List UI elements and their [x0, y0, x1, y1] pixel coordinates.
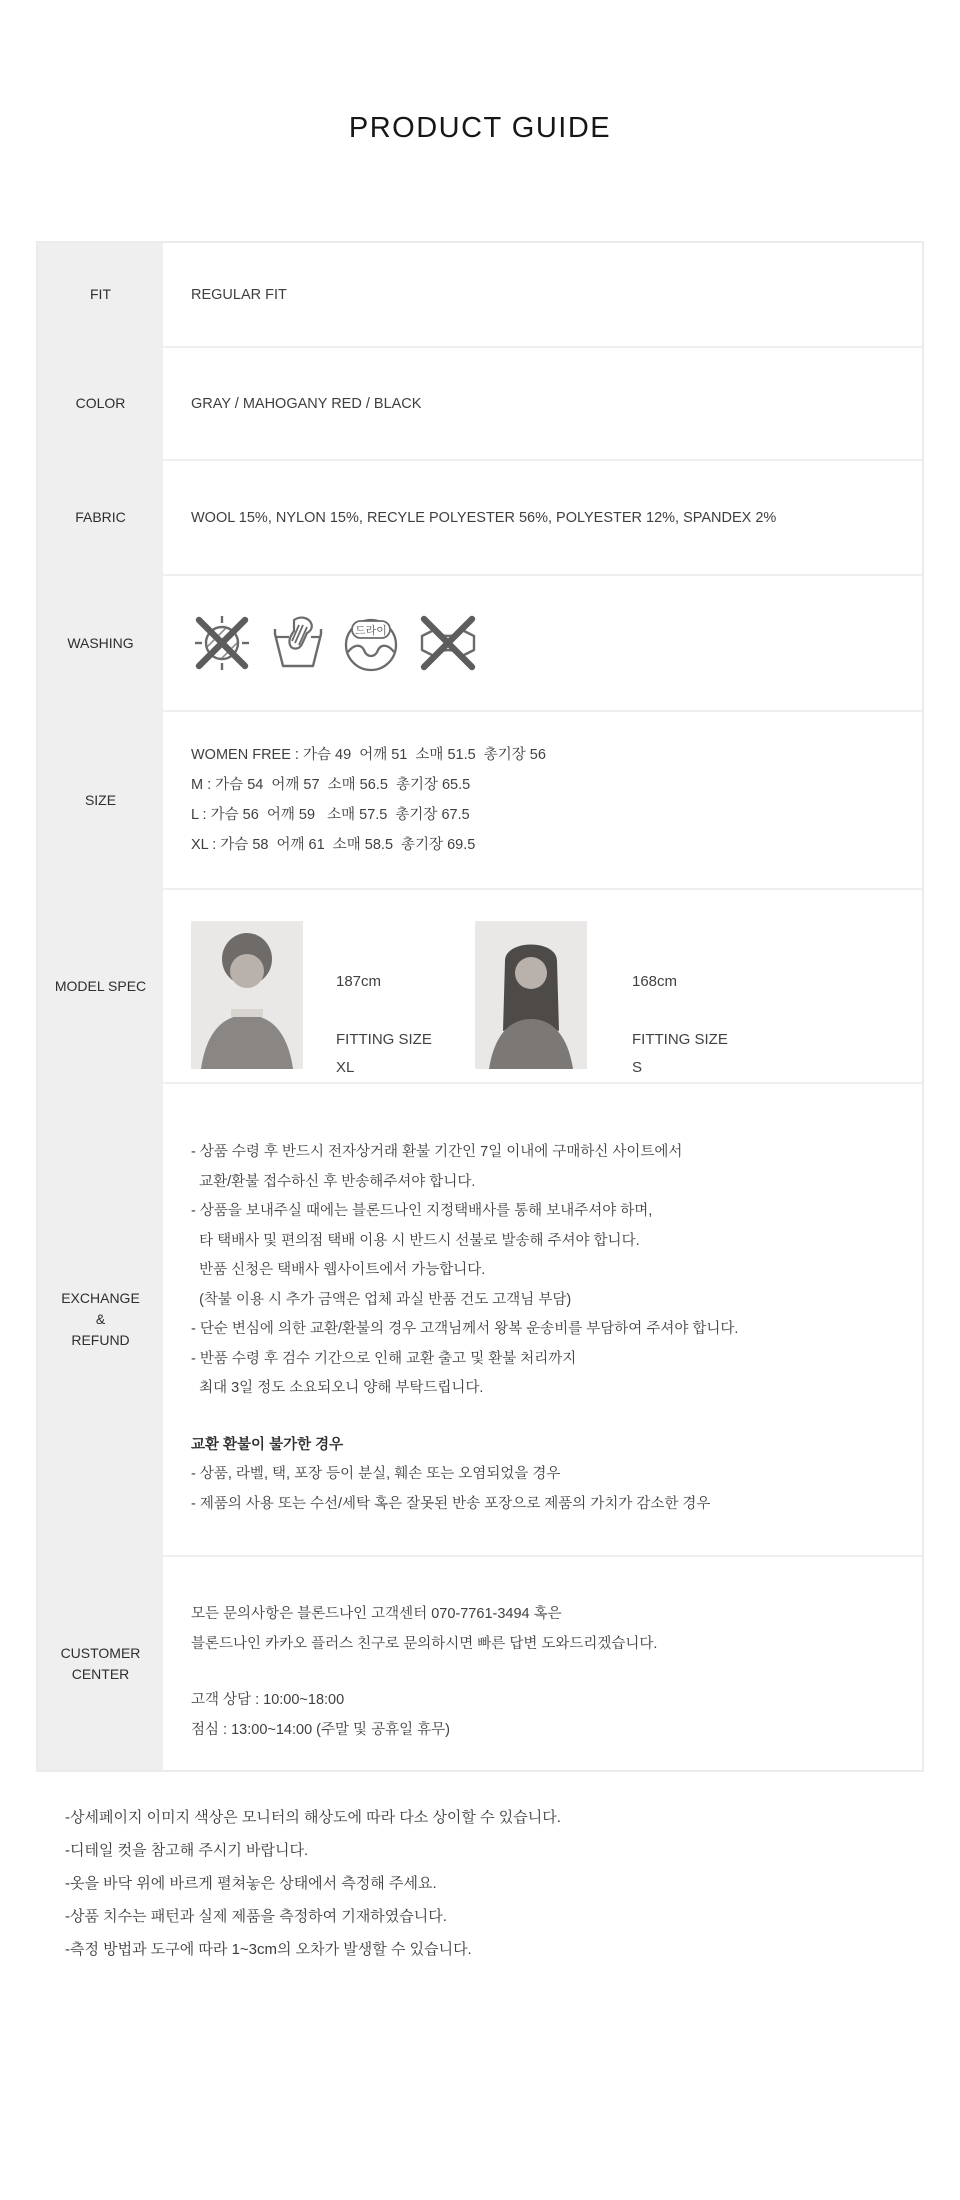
table-row-washing — [38, 576, 922, 712]
policy-line: 반품 신청은 택배사 웹사이트에서 가능합니다. — [191, 1262, 486, 1278]
model-spec-male — [336, 921, 475, 1082]
model-height: 168cm — [632, 973, 678, 990]
no-sun-dry-icon — [191, 609, 253, 677]
no-exchange-title: 교환 환불이 불가한 경우 — [191, 1436, 344, 1453]
row-label-washing: WASHING — [38, 576, 165, 710]
footer-note: -디테일 컷을 참고해 주시기 바랍니다. — [65, 1842, 309, 1859]
fitting-size-label: FITTING SIZE — [632, 1031, 728, 1048]
table-row-size — [38, 712, 922, 890]
dry-clean-icon — [341, 612, 401, 674]
policy-line: - 단순 변심에 의한 교환/환불의 경우 고객님께서 왕복 운송비를 부담하여 주셔야 합니다. — [191, 1321, 739, 1337]
no-exchange-line: - 상품, 라벨, 택, 포장 등이 분실, 훼손 또는 오염되었을 경우 — [191, 1466, 561, 1482]
hand-wash-icon — [267, 612, 327, 674]
footer-note: -측정 방법과 도구에 따라 1~3cm의 오차가 발생할 수 있습니다. — [65, 1941, 472, 1958]
fit-value: REGULAR FIT — [191, 286, 287, 303]
no-wring-icon — [415, 614, 481, 672]
policy-line: - 상품을 보내주실 때에는 블론드나인 지정택배사를 통해 보내주셔야 하며, — [191, 1203, 653, 1219]
row-label-model-spec: MODEL SPEC — [38, 890, 165, 1082]
table-row-model-spec — [38, 890, 922, 1084]
row-label-size: SIZE — [38, 712, 165, 888]
contact-line: 블론드나인 카카오 플러스 친구로 문의하시면 빠른 답변 도와드리겠습니다. — [191, 1636, 658, 1652]
size-line-m: M : 가슴 54 어깨 57 소매 56.5 총기장 65.5 — [191, 777, 471, 793]
row-label-fabric: FABRIC — [38, 461, 165, 574]
fabric-value: WOOL 15%, NYLON 15%, RECYLE POLYESTER 56%, POLYESTER 12%, SPANDEX 2% — [191, 509, 777, 526]
fitting-size-value: XL — [336, 1059, 355, 1076]
dry-clean-icon-label: 드라이 — [355, 625, 387, 637]
policy-line: 타 택배사 및 편의점 택배 이용 시 반드시 선불로 발송해 주셔야 합니다. — [191, 1232, 640, 1249]
care-icons — [191, 609, 904, 677]
table-row-color — [38, 348, 922, 461]
contact-line: 모든 문의사항은 블론드나인 고객센터 070-7761-3494 혹은 — [191, 1606, 562, 1622]
policy-line: (착불 이용 시 추가 금액은 업체 과실 반품 건도 고객님 부담) — [191, 1291, 572, 1308]
footer-notes — [65, 1801, 960, 1966]
size-line-women-free: WOMEN FREE : 가슴 49 어깨 51 소매 51.5 총기장 56 — [191, 747, 546, 763]
policy-line: 교환/환불 접수하신 후 반송해주셔야 합니다. — [191, 1173, 476, 1190]
hours-line: 점심 : 13:00~14:00 (주말 및 공휴일 휴무) — [191, 1722, 450, 1738]
footer-note: -옷을 바닥 위에 바르게 펼쳐놓은 상태에서 측정해 주세요. — [65, 1875, 437, 1892]
table-row-customer-center — [38, 1557, 922, 1770]
product-guide-table — [36, 241, 924, 1772]
policy-line: - 상품 수령 후 반드시 전자상거래 환불 기간인 7일 이내에 구매하신 사이트에서 — [191, 1144, 683, 1160]
row-label-exchange-refund: EXCHANGE & REFUND — [38, 1084, 165, 1555]
table-row-exchange-refund — [38, 1084, 922, 1557]
table-row-fit — [38, 243, 922, 348]
footer-note: -상세페이지 이미지 색상은 모니터의 해상도에 따라 다소 상이할 수 있습니다. — [65, 1809, 561, 1826]
hours-line: 고객 상담 : 10:00~18:00 — [191, 1692, 345, 1708]
no-exchange-line: - 제품의 사용 또는 수선/세탁 혹은 잘못된 반송 포장으로 제품의 가치가 감소한 경우 — [191, 1495, 711, 1512]
policy-line: - 반품 수령 후 검수 기간으로 인해 교환 출고 및 환불 처리까지 — [191, 1350, 577, 1367]
fitting-size-label: FITTING SIZE — [336, 1031, 432, 1048]
color-value: GRAY / MAHOGANY RED / BLACK — [191, 395, 422, 412]
model-photo-male — [191, 921, 303, 1069]
footer-note: -상품 치수는 패턴과 실제 제품을 측정하여 기재하였습니다. — [65, 1908, 447, 1925]
row-label-customer-center: CUSTOMER CENTER — [38, 1557, 165, 1770]
table-row-fabric — [38, 461, 922, 576]
row-label-color: COLOR — [38, 348, 165, 459]
size-line-xl: XL : 가슴 58 어깨 61 소매 58.5 총기장 69.5 — [191, 837, 476, 853]
fitting-size-value: S — [632, 1059, 643, 1076]
row-label-fit: FIT — [38, 243, 165, 346]
model-spec-female — [632, 921, 728, 1082]
page-title: PRODUCT GUIDE — [348, 112, 612, 144]
size-line-l: L : 가슴 56 어깨 59 소매 57.5 총기장 67.5 — [191, 807, 470, 823]
model-height: 187cm — [336, 973, 382, 990]
policy-line: 최대 3일 정도 소요되오니 양해 부탁드립니다. — [191, 1380, 484, 1396]
model-photo-female — [475, 921, 587, 1069]
